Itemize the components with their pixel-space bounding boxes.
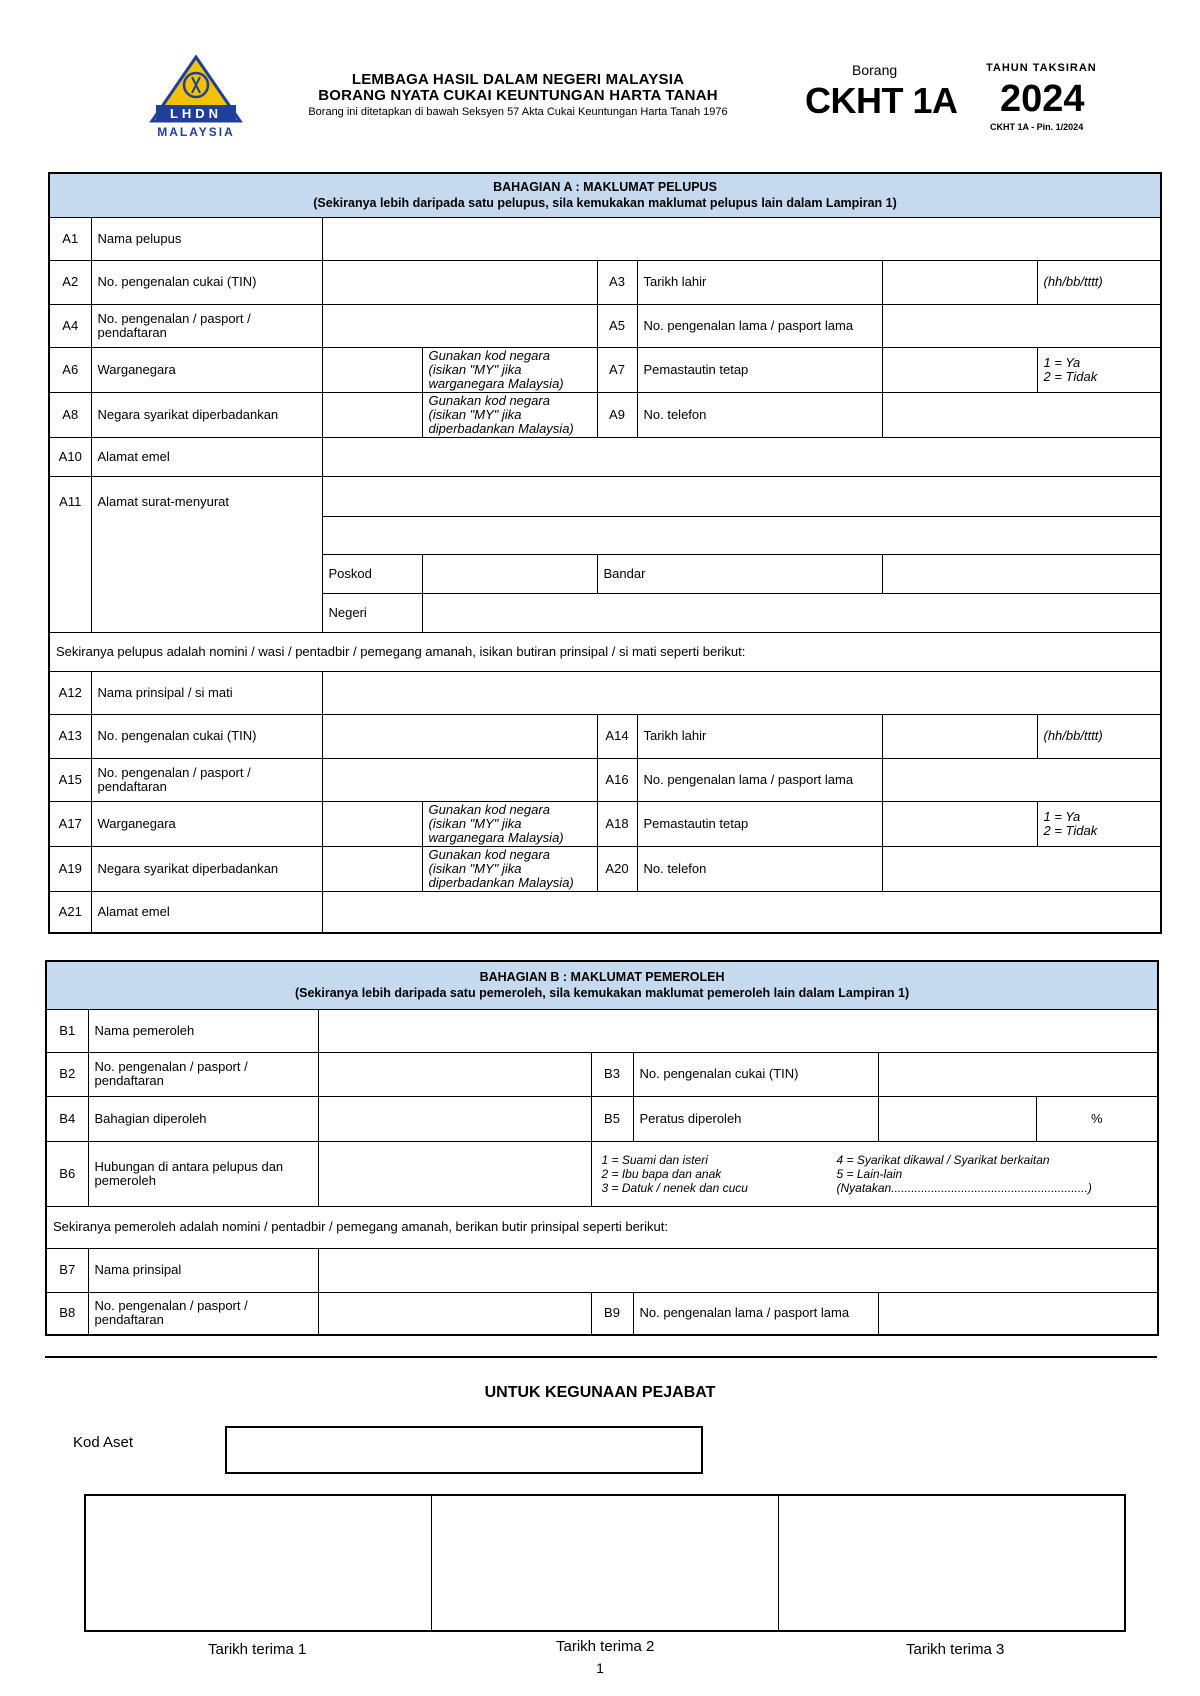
b3-code: B3 [591,1052,633,1096]
b7-label: Nama prinsipal [88,1248,318,1292]
b6-option-2: 2 = Ibu bapa dan anak [601,1166,722,1181]
a11-code: A11 [49,476,91,632]
b6-option-3: 3 = Datuk / nenek dan cucu [601,1180,748,1195]
a9-field[interactable] [882,392,1161,437]
a3-label: Tarikh lahir [637,260,882,304]
b7-field[interactable] [318,1248,1158,1292]
a3-field[interactable] [882,260,1037,304]
a7-hint-no: 2 = Tidak [1043,368,1098,384]
a19-code: A19 [49,846,91,891]
a13-code: A13 [49,714,91,758]
received-date-box-3[interactable] [779,1496,1124,1630]
a6-note: Gunakan kod negara (isikan "MY" jika warganegara Malaysia) [422,347,597,392]
a21-code: A21 [49,891,91,933]
a13-field[interactable] [322,714,597,758]
section-b-header [46,961,1158,1009]
form-pin: CKHT 1A - Pin. 1/2024 [990,122,1084,132]
form-legal-basis: Borang ini ditetapkan di bawah Seksyen 57 Akta Cukai Keuntungan Harta Tanah 1976 [308,106,728,118]
a18-hint-no: 2 = Tidak [1043,822,1098,838]
logo-text-top: LHDN [169,106,223,121]
section-a-header [49,173,1161,217]
b3-field[interactable] [878,1052,1158,1096]
a2-field[interactable] [322,260,597,304]
a17-code: A17 [49,801,91,846]
a11-poskod-label: Poskod [322,554,422,593]
a17-note: Gunakan kod negara (isikan "MY" jika warganegara Malaysia) [422,801,597,846]
borang-code: CKHT 1A [805,80,958,121]
a18-label: Pemastautin tetap [637,801,882,846]
b6-code: B6 [46,1141,88,1206]
tarikh-terima-3-label: Tarikh terima 3 [906,1641,1005,1658]
b6-field[interactable] [318,1141,591,1206]
a8-label: Negara syarikat diperbadankan [91,392,322,437]
a19-label: Negara syarikat diperbadankan [91,846,322,891]
a21-label: Alamat emel [91,891,322,933]
b8-field[interactable] [318,1292,591,1335]
b9-label: No. pengenalan lama / pasport lama [633,1292,878,1335]
a1-label: Nama pelupus [91,217,322,260]
tarikh-terima-2-label: Tarikh terima 2 [556,1638,655,1655]
a6-label: Warganegara [91,347,322,392]
a9-code: A9 [597,392,637,437]
a12-code: A12 [49,671,91,714]
a11-negeri-label: Negeri [322,593,422,632]
received-date-box-2[interactable] [432,1496,778,1630]
b2-label: No. pengenalan / pasport / pendaftaran [88,1052,318,1096]
a14-label: Tarikh lahir [637,714,882,758]
b9-code: B9 [591,1292,633,1335]
a4-code: A4 [49,304,91,347]
a11-label: Alamat surat-menyurat [91,476,322,632]
a11-address-line1[interactable] [322,476,1161,516]
a6-code: A6 [49,347,91,392]
a16-code: A16 [597,758,637,801]
a21-field[interactable] [322,891,1161,933]
a11-poskod-field[interactable] [422,554,597,593]
b3-label: No. pengenalan cukai (TIN) [633,1052,878,1096]
b2-field[interactable] [318,1052,591,1096]
a19-note: Gunakan kod negara (isikan "MY" jika diperbadankan Malaysia) [422,846,597,891]
a8-field[interactable] [322,392,422,437]
a12-field[interactable] [322,671,1161,714]
tahun-taksiran-value: 2024 [1000,78,1085,120]
a18-hint [1037,801,1161,846]
a4-field[interactable] [322,304,597,347]
a5-code: A5 [597,304,637,347]
a5-label: No. pengenalan lama / pasport lama [637,304,882,347]
separator-line [45,1356,1157,1358]
section-b-title: BAHAGIAN B : MAKLUMAT PEMEROLEH [479,970,725,985]
a14-code: A14 [597,714,637,758]
a15-code: A15 [49,758,91,801]
received-date-boxes [84,1494,1126,1632]
a16-label: No. pengenalan lama / pasport lama [637,758,882,801]
b4-code: B4 [46,1096,88,1141]
a4-label: No. pengenalan / pasport / pendaftaran [91,304,322,347]
section-b-subtitle: (Sekiranya lebih daripada satu pemeroleh, sila kemukakan maklumat pemeroleh lain dalam Lampiran 1) [294,986,910,1001]
b-nominee-note: Sekiranya pemeroleh adalah nomini / pentadbir / pemegang amanah, berikan butir prinsipal seperti berikut: [46,1206,1158,1248]
b4-label: Bahagian diperoleh [88,1096,318,1141]
a2-code: A2 [49,260,91,304]
b4-field[interactable] [318,1096,591,1141]
a7-field[interactable] [882,347,1037,392]
a11-negeri-field[interactable] [422,593,1161,632]
a7-code: A7 [597,347,637,392]
a10-label: Alamat emel [91,437,322,476]
a-nominee-note: Sekiranya pelupus adalah nomini / wasi / pentadbir / pemegang amanah, isikan butiran prinsipal / si mati seperti berikut: [49,632,1161,671]
a1-code: A1 [49,217,91,260]
a18-code: A18 [597,801,637,846]
b8-code: B8 [46,1292,88,1335]
a16-field[interactable] [882,758,1161,801]
lhdn-logo [148,55,244,139]
kod-aset-label: Kod Aset [73,1434,134,1451]
a8-code: A8 [49,392,91,437]
b5-percent-unit: % [1036,1096,1158,1141]
page-number: 1 [596,1660,604,1676]
b7-code: B7 [46,1248,88,1292]
b2-code: B2 [46,1052,88,1096]
b1-code: B1 [46,1009,88,1052]
b9-field[interactable] [878,1292,1158,1335]
a7-label: Pemastautin tetap [637,347,882,392]
b6-label: Hubungan di antara pelupus dan pemeroleh [88,1141,318,1206]
section-a-table [48,172,1162,934]
agency-name: LEMBAGA HASIL DALAM NEGERI MALAYSIA [351,71,685,88]
b5-field[interactable] [878,1096,1036,1141]
a11-bandar-field[interactable] [882,554,1161,593]
borang-label: Borang [852,62,898,78]
a18-hint-yes: 1 = Ya [1043,808,1081,824]
a13-label: No. pengenalan cukai (TIN) [91,714,322,758]
a10-field[interactable] [322,437,1161,476]
office-use-title: UNTUK KEGUNAAN PEJABAT [484,1384,716,1401]
a1-field[interactable] [322,217,1161,260]
logo-text-bottom: MALAYSIA [157,125,235,139]
a20-code: A20 [597,846,637,891]
b1-field[interactable] [318,1009,1158,1052]
b5-label: Peratus diperoleh [633,1096,878,1141]
tahun-taksiran-label: TAHUN TAKSIRAN [986,62,1097,74]
a9-label: No. telefon [637,392,882,437]
b1-label: Nama pemeroleh [88,1009,318,1052]
a10-code: A10 [49,437,91,476]
a19-field[interactable] [322,846,422,891]
a15-label: No. pengenalan / pasport / pendaftaran [91,758,322,801]
a5-field[interactable] [882,304,1161,347]
a17-label: Warganegara [91,801,322,846]
a3-code: A3 [597,260,637,304]
a20-field[interactable] [882,846,1161,891]
section-a-title: BAHAGIAN A : MAKLUMAT PELUPUS [493,180,717,195]
b5-code: B5 [591,1096,633,1141]
a8-note: Gunakan kod negara (isikan "MY" jika diperbadankan Malaysia) [422,392,597,437]
received-date-box-1[interactable] [86,1496,432,1630]
tarikh-terima-1-label: Tarikh terima 1 [208,1641,307,1658]
a2-label: No. pengenalan cukai (TIN) [91,260,322,304]
a7-hint [1037,347,1161,392]
form-title: BORANG NYATA CUKAI KEUNTUNGAN HARTA TANAH [318,87,718,104]
a6-field[interactable] [322,347,422,392]
a18-field[interactable] [882,801,1037,846]
a11-address-line2[interactable] [322,516,1161,554]
kod-aset-field[interactable] [225,1426,703,1474]
form-heading [258,72,778,120]
b6-options [591,1141,1158,1206]
section-b-table [45,960,1159,1336]
b6-option-1: 1 = Suami dan isteri [601,1152,708,1167]
a17-field[interactable] [322,801,422,846]
a14-field[interactable] [882,714,1037,758]
section-a-subtitle: (Sekiranya lebih daripada satu pelupus, sila kemukakan maklumat pelupus lain dalam Lampiran 1) [313,196,897,211]
a3-hint: (hh/bb/tttt) [1037,260,1161,304]
b8-label: No. pengenalan / pasport / pendaftaran [88,1292,318,1335]
b6-option-4: 4 = Syarikat dikawal / Syarikat berkaitan [836,1152,1050,1167]
b6-option-specify: (Nyatakan...........................................................) [836,1180,1092,1195]
a11-bandar-label: Bandar [597,554,882,593]
a14-hint: (hh/bb/tttt) [1037,714,1161,758]
a20-label: No. telefon [637,846,882,891]
a15-field[interactable] [322,758,597,801]
a12-label: Nama prinsipal / si mati [91,671,322,714]
b6-option-5: 5 = Lain-lain [836,1166,903,1181]
a7-hint-yes: 1 = Ya [1043,354,1081,370]
